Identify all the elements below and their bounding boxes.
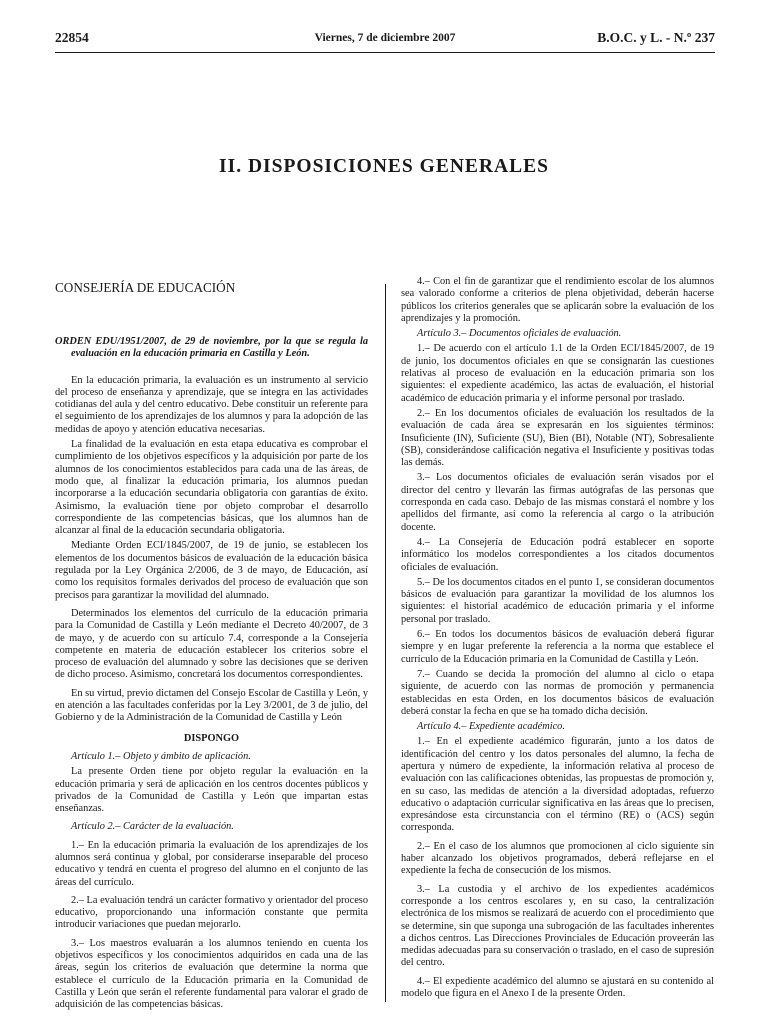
- article-heading: Artículo 2.– Carácter de la evaluación.: [71, 821, 234, 833]
- paragraph: Mediante Orden ECI/1845/2007, de 19 de junio, se establecen los elementos de los documentos básicos de evaluación de la educación básica regulada por la Ley Orgánica 2/2006, de 3 de mayo, de Educación, así como los requisitos formales derivados del proceso de evaluación que son precisos para garantizar la movilidad del alumnado.: [55, 540, 368, 601]
- publication-name: B.O.C. y L. - N.º 237: [597, 30, 715, 45]
- consejeria-heading: CONSEJERÍA DE EDUCACIÓN: [55, 280, 236, 295]
- paragraph: En la educación primaria, la evaluación es un instrumento al servicio del proceso de enseñanza y aprendizaje, que se integra en las actividades cotidianas del aula y del centro educativo. Debe constituir un referente para el seguimiento de los aprendizajes de los alumnos y para la adopción de las medidas de apoyo y atención educativa necesarias.: [55, 374, 368, 435]
- paragraph: 4.– Con el fin de garantizar que el rendimiento escolar de los alumnos sea valorado conforme a criterios de plena objetividad, deberán hacerse públicos los criterios generales que se aplicarán sobre la evaluación de los aprendizajes y la promoción.: [401, 276, 714, 324]
- paragraph: 1.– En la educación primaria la evaluación de los aprendizajes de los alumnos será continua y global, por considerarse inseparable del proceso educativo y tendrá en cuenta el progreso del alumno en el conjunto de las áreas del currículo.: [55, 839, 368, 888]
- paragraph: 4.– La Consejería de Educación podrá establecer en soporte informático los modelos correspondientes a los citados documentos oficiales de evaluación.: [401, 536, 714, 573]
- orden-title: ORDEN EDU/1951/2007, de 29 de noviembre, por la que se regula la evaluación en la educación primaria en Castilla y León.: [55, 336, 368, 360]
- paragraph: 2.– La evaluación tendrá un carácter formativo y orientador del proceso educativo, proporcionando una información constante que permita introducir variaciones que puedan mejorarlo.: [55, 894, 368, 931]
- paragraph: 1.– En el expediente académico figurarán, junto a los datos de identificación del centro y los datos personales del alumno, la fecha de apertura y número de expediente, la información relativa al proceso de evaluación con las calificaciones obtenidas, las propuestas de promoción y, en su caso, las medidas de atención a la diversidad adoptadas, refuerzo educativo o adaptación curricular significativa en las áreas que lo precisen, expresándose esta circunstancia con el término (RE) o (ACS) según corresponda.: [401, 736, 714, 834]
- paragraph: 3.– Los documentos oficiales de evaluación serán visados por el director del centro y llevarán las firmas autógrafas de las personas que corresponda en cada caso. Debajo de las mismas constará el nombre y los apellidos del firmante, así como la referencia al cargo o la atribución docente.: [401, 472, 714, 533]
- paragraph: 3.– Los maestros evaluarán a los alumnos teniendo en cuenta los objetivos específicos y los conocimientos adquiridos en cada una de las áreas, según los criterios de evaluación que determine la norma que establece el currículo de la Educación primaria en la Comunidad de Castilla y León que serán el referente fundamental para valorar el grado de adquisición de las competencias básicas.: [55, 937, 368, 1011]
- paragraph: 4.– El expediente académico del alumno se ajustará en su contenido al modelo que figura en el Anexo I de la presente Orden.: [401, 975, 714, 1000]
- paragraph: 2.– En el caso de los alumnos que promocionen al ciclo siguiente sin haber alcanzado los objetivos programados, deberá reflejarse en el expediente la fecha de consecución de los mismos.: [401, 840, 714, 877]
- paragraph: 6.– En todos los documentos básicos de evaluación deberá figurar siempre y en lugar preferente la referencia a la norma que establece el currículo de la Educación primaria en la Comunidad de Castilla y León.: [401, 629, 714, 665]
- page-header: [55, 30, 715, 50]
- paragraph: La presente Orden tiene por objeto regular la evaluación en la educación primaria y será de aplicación en los centros docentes públicos y privados de la Comunidad de Castilla y León que impartan estas enseñanzas.: [55, 766, 368, 815]
- article-heading: Artículo 3.– Documentos oficiales de evaluación.: [417, 328, 622, 340]
- paragraph: 2.– En los documentos oficiales de evaluación los resultados de la evaluación de cada área se expresarán en los siguientes términos: Insuficiente (IN), Suficiente (SU), Bien (BI), Notable (NT), Sobresaliente (SB), considerándose calificación negativa el Insuficiente y positivas todas las demás.: [401, 407, 714, 469]
- paragraph: 5.– De los documentos citados en el punto 1, se consideran documentos básicos de evaluación para garantizar la movilidad de los alumnos los siguientes: el historial académico de educación primaria y el informe personal por traslado.: [401, 576, 714, 625]
- section-title: II. DISPOSICIONES GENERALES: [219, 156, 549, 177]
- left-column: [55, 280, 368, 1012]
- right-column: [401, 276, 714, 1000]
- column-divider: [385, 284, 386, 1002]
- dispongo-heading: DISPONGO: [183, 732, 240, 744]
- paragraph: Determinados los elementos del currículo de la educación primaria para la Comunidad de Castilla y León mediante el Decreto 40/2007, de 3 de mayo, y de acuerdo con su artículo 7.4, corresponde a la Consejería competente en materia de educación establecer los criterios sobre el proceso de evaluación del alumnado y sobre las decisiones que se deriven de dicho proceso. Asimismo, concretará los documentos correspondientes.: [55, 607, 368, 681]
- paragraph: La finalidad de la evaluación en esta etapa educativa es comprobar el cumplimiento de los objetivos específicos y la adquisición por parte de los alumnos de los conocimientos establecidos para cada una de las áreas, de modo que, al finalizar la educación primaria, los alumnos puedan incorporarse a la educación secundaria obligatoria con garantías de éxito. Asimismo, la evaluación tiene por objeto comprobar el desarrollo correspondiente de las competencias básicas, que los alumnos han de alcanzar al final de la educación secundaria obligatoria.: [55, 439, 368, 537]
- paragraph: En su virtud, previo dictamen del Consejo Escolar de Castilla y León, y en atención a las facultades conferidas por la Ley 3/2001, de 3 de julio, del Gobierno y de la Administración de la Comunidad de Castilla y León: [55, 687, 368, 724]
- header-rule: [55, 52, 715, 53]
- publication-date: Viernes, 7 de diciembre 2007: [314, 32, 456, 44]
- paragraph: 1.– De acuerdo con el artículo 1.1 de la Orden ECI/1845/2007, de 19 de junio, los documentos oficiales en que se consignarán las cuestiones relativas al proceso de evaluación en la educación primaria son los siguientes: el expediente académico, las actas de evaluación, el historial académico de educación primaria y el informe personal por traslado.: [401, 343, 714, 404]
- paragraph: 7.– Cuando se decida la promoción del alumno al ciclo o etapa siguiente, de acuerdo con las normas de promoción y permanencia establecidas en esta Orden, en los documentos básicos de evaluación deberá constar la fecha en que se ha tomado dicha decisión.: [401, 668, 714, 717]
- page-number: 22854: [55, 30, 89, 45]
- article-heading: Artículo 4.– Expediente académico.: [417, 721, 565, 733]
- article-heading: Artículo 1.– Objeto y ámbito de aplicación.: [71, 750, 251, 762]
- paragraph: 3.– La custodia y el archivo de los expedientes académicos corresponde a los centros escolares y, en su caso, la centralización electrónica de los mismos se realizará de acuerdo con el procedimiento que se determine, sin que suponga una subrogación de las facultades inherentes a dichos centros. Las Direcciones Provinciales de Educación proveerán las medidas adecuadas para su conservación o traslado, en el caso de supresión del centro.: [401, 883, 714, 969]
